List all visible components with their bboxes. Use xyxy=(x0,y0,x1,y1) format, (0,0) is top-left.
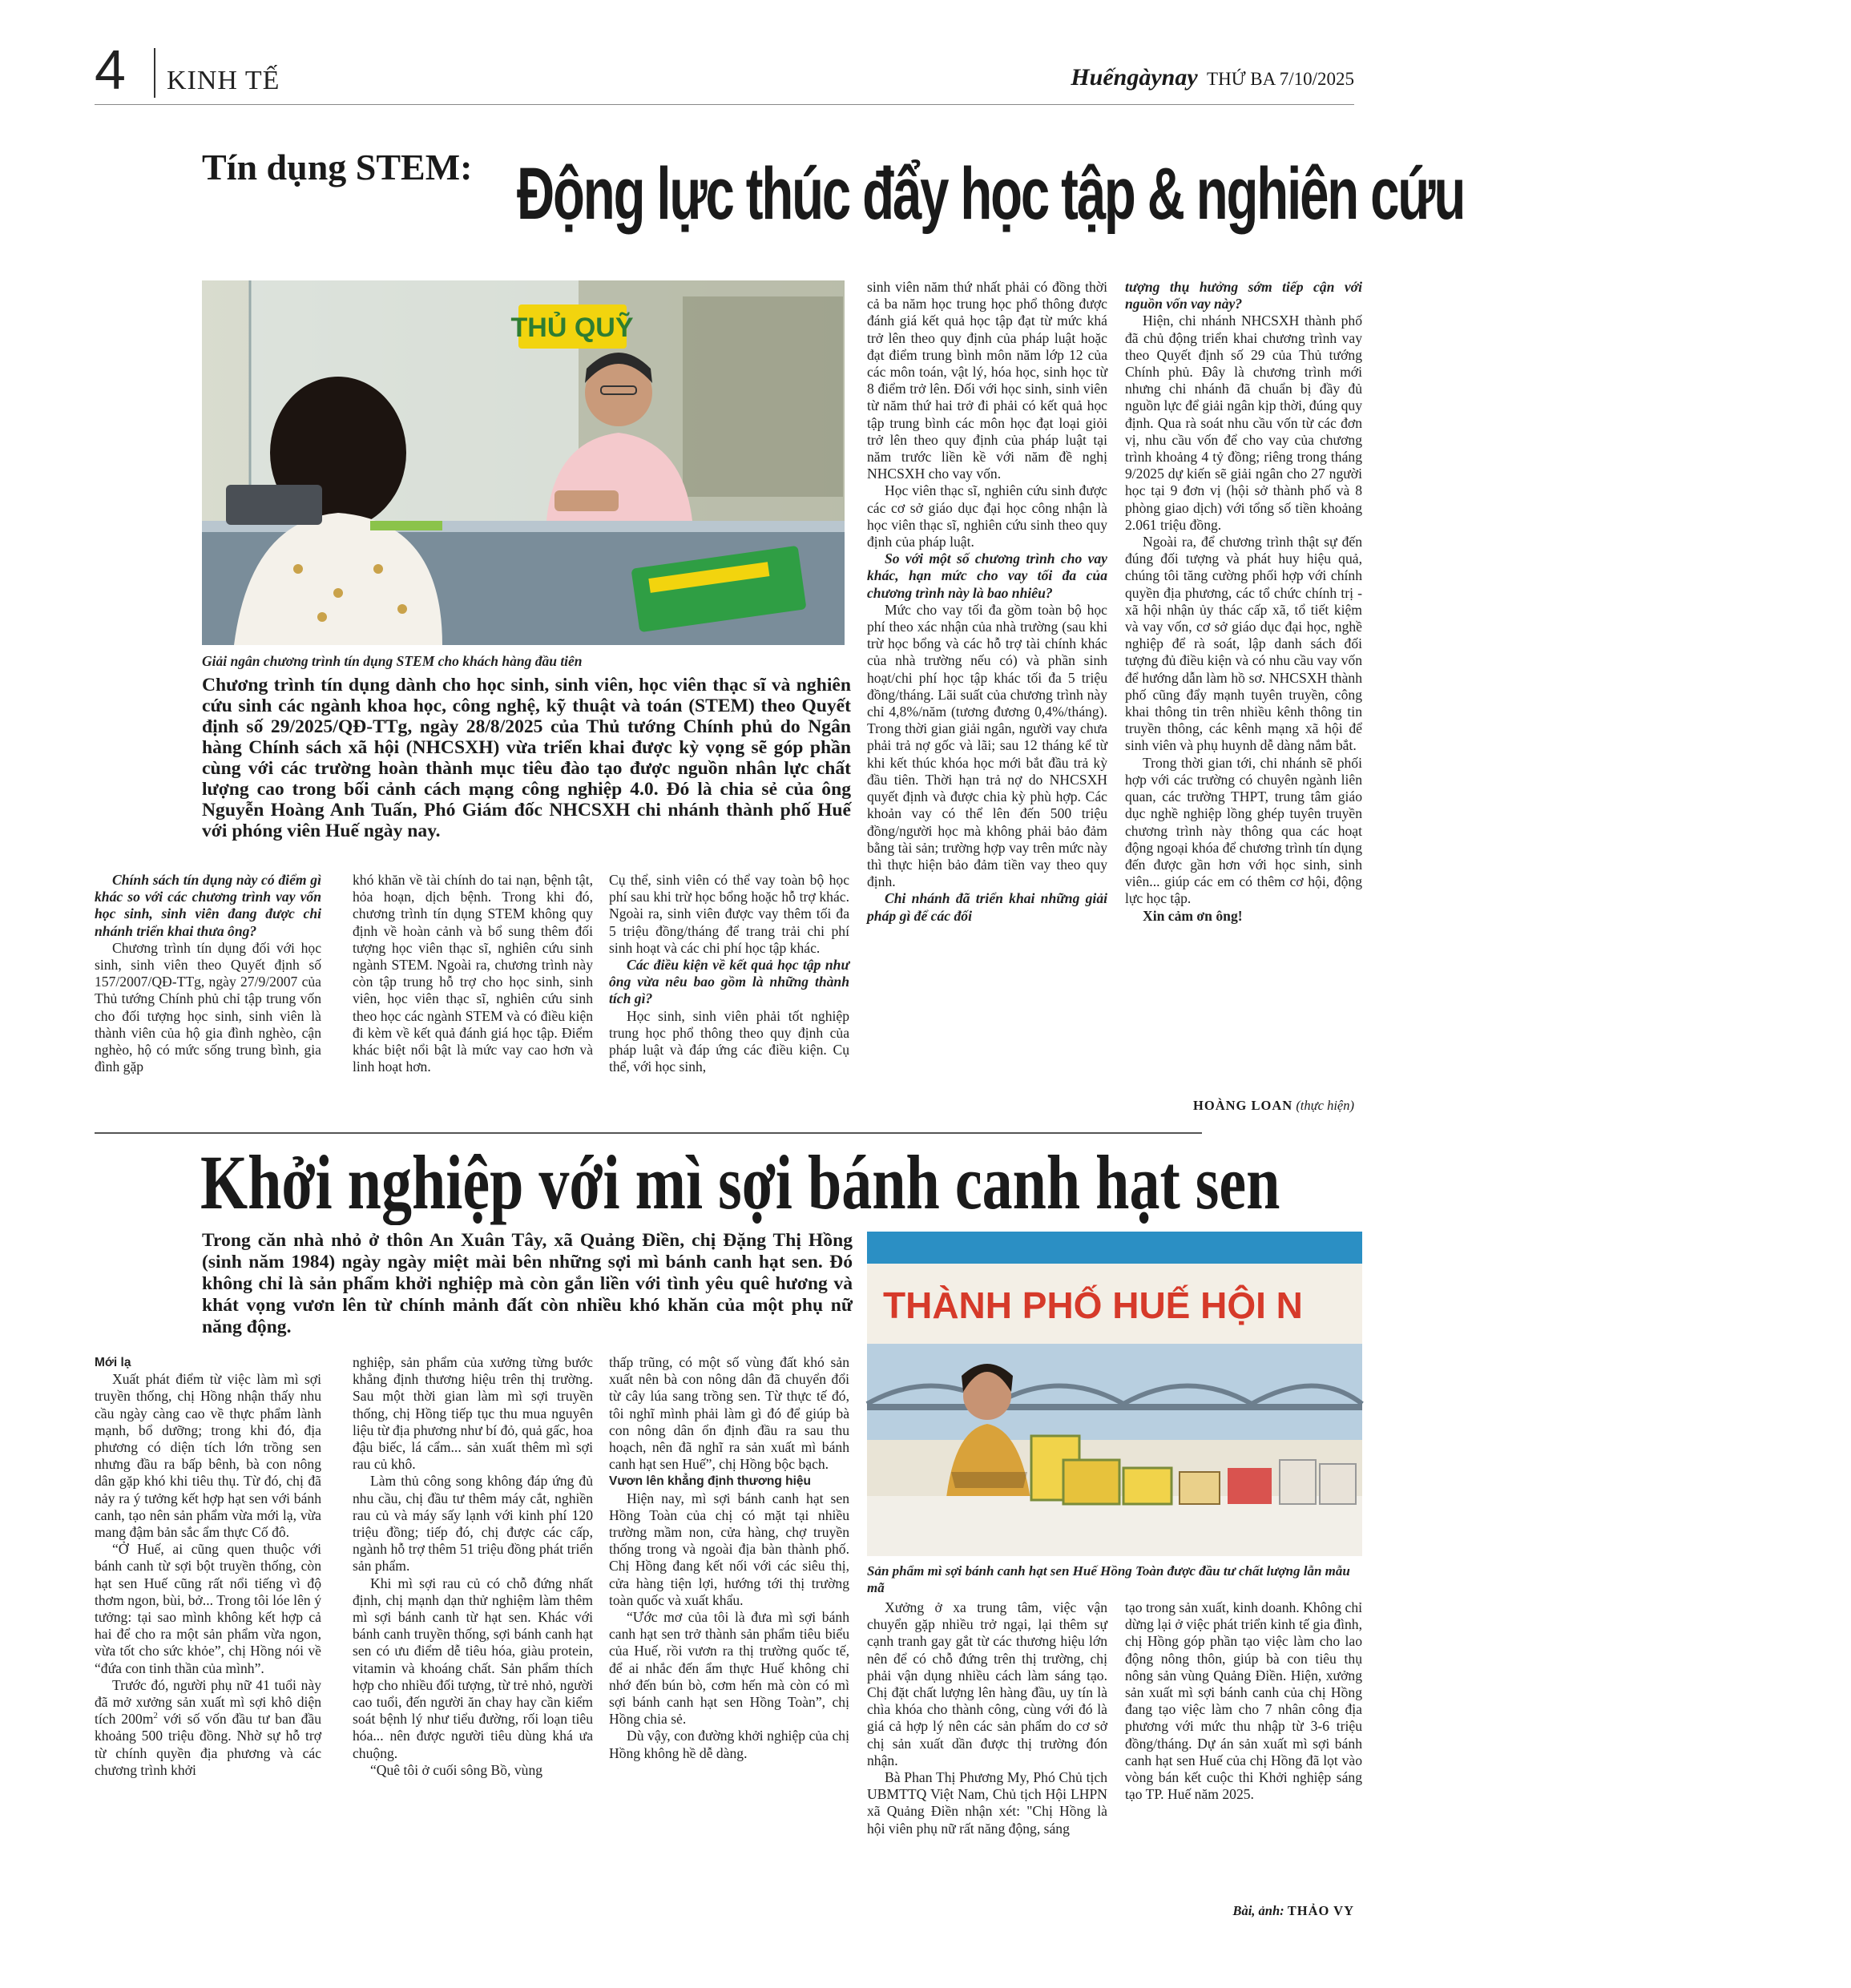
article2-title xyxy=(200,1139,1280,1231)
subheading: Mới lạ xyxy=(95,1356,131,1369)
byline-label: Bài, ảnh: xyxy=(1232,1903,1284,1918)
article1-column-4 xyxy=(867,279,1107,925)
paragraph: sinh viên năm thứ nhất phải có đồng thời cả ba năm học trung học phổ thông được đánh giá kết quả học tập đạt từ mức khá trở lên theo quy định của pháp luật hoặc đạt điểm trung bình môn năm lớp 12 của các môn toán, vật lý, hóa học, sinh học từ 8 điểm trở lên. Đối với học sinh, sinh viên từ năm thứ hai trở đi phải có kết quả học tập trung bình các môn học đạt loại giỏi trở lên theo quy định của pháp luật tại năm trước liền kề với năm đề nghị NHCSXH cho vay vốn. xyxy=(867,279,1107,482)
article1-kicker: Tín dụng STEM: xyxy=(202,147,473,188)
paragraph: Chương trình tín dụng đối với học sinh, sinh viên theo Quyết định số 157/2007/QĐ-TTg, ngày 27/9/2007 của Thủ tướng Chính phủ chỉ tập trung vốn cho đối tượng học sinh, sinh viên là thành viên của hộ gia đình nghèo, cận nghèo, hộ có mức sống trung bình, gia đình gặp xyxy=(95,939,321,1075)
paragraph: Trong thời gian tới, chi nhánh sẽ phối hợp với các trường có chuyên ngành liên quan, các trường THPT, trung tâm giáo dục nghề nghiệp lồng ghép tuyên truyền chương trình này thông qua các hoạt động ngoại khóa để chương trình tín dụng đến được gần hơn với học sinh, sinh viên... giúp các em có thêm cơ hội, động lực học tập. xyxy=(1125,754,1362,907)
paragraph: “Ước mơ của tôi là đưa mì sợi bánh canh hạt sen trở thành sản phẩm tiêu biểu của Huế, rồi vươn ra thị trường quốc tế, để ai nhắc đến ẩm thực Huế không chỉ nhớ đến bún bò, cơm hến mà còn có mì sợi bánh canh hạt sen Hồng Toàn”, chị Hồng chia sẻ. xyxy=(609,1609,849,1728)
article2-column-1 xyxy=(95,1354,321,1779)
subheading: Vươn lên khẳng định thương hiệu xyxy=(609,1474,812,1489)
paragraph: tạo trong sản xuất, kinh doanh. Không chỉ dừng lại ở việc phát triển kinh tế gia đình, chị Hồng góp phần tạo việc làm cho lao động nông thôn, giúp bà con tiêu thụ nông sản vùng Quảng Điền. Hiện, xưởng sản xuất mì sợi bánh canh của chị Hồng đang tạo việc làm cho 7 nhân công địa phương với mức thu nhập từ 3-6 triệu đồng/tháng. Dự án sản xuất mì sợi bánh canh hạt sen Huế của chị Hồng đã lọt vào vòng bán kết cuộc thi Khởi nghiệp sáng tạo TP. Huế năm 2025. xyxy=(1125,1599,1362,1803)
article2-column-5 xyxy=(1125,1599,1362,1803)
text-run: với số vốn đầu tư ban đầu khoảng 500 triệu đồng. Nhờ sự hỗ trợ từ chính quyền địa phương và các chương trình khởi xyxy=(95,1711,321,1778)
article1-photo xyxy=(202,280,845,645)
paragraph: “Ở Huế, ai cũng quen thuộc với bánh canh từ sợi bột truyền thống, còn hạt sen Huế cũng rất nổi tiếng vì độ thơm ngon, bùi, bở... Trong tôi lóe lên ý tưởng: tại sao mình không kết hợp cả hai để cho ra một sản phẩm vừa ngon, vừa tốt cho sức khỏe”, chị Hồng nói về “đứa con tinh thần của mình”. xyxy=(95,1541,321,1676)
paragraph: Cụ thể, sinh viên có thể vay toàn bộ học phí sau khi trừ học bổng hoặc hỗ trợ khác. Ngoài ra, sinh viên được vay thêm tối đa 5 triệu đồng/tháng để trang trải chi phí sinh hoạt và các chi phí học tập khác. xyxy=(609,872,849,956)
paragraph: Học sinh, sinh viên phải tốt nghiệp trung học phổ thông theo quy định của pháp luật và đáp ứng các điều kiện. Cụ thể, với học sinh, xyxy=(609,1007,849,1075)
paragraph: thấp trũng, có một số vùng đất khó sản xuất nên bà con nông dân đã chuyển đổi từ cây lúa sang trồng sen. Từ thực tế đó, tôi nghĩ mình phải làm gì đó để giúp bà con nông dân ổn định đầu ra sau thu hoạch, nên đã nghĩ ra sản xuất mì bánh canh hạt sen Huế”, chị Hồng bộc bạch. xyxy=(609,1354,849,1473)
paragraph: nghiệp, sản phẩm của xưởng từng bước khẳng định thương hiệu trên thị trường. Sau một thời gian làm mì sợi truyền thống, chị Hồng tiếp tục thu mua nguyên liệu từ địa phương như bí đỏ, quả gấc, hoa đậu biếc, lá cẩm... sản xuất thêm mì sợi rau củ khô. xyxy=(353,1354,593,1473)
text-run: Trước đó, người phụ nữ 41 tuổi này đã mở xưởng sản xuất mì sợi khô diện tích 200m xyxy=(95,1676,321,1728)
author-name: HOÀNG LOAN xyxy=(1193,1098,1293,1113)
page-number: 4 xyxy=(95,38,126,101)
interview-question: Chi nhánh đã triển khai những giải pháp gì để các đối xyxy=(867,890,1107,924)
article2-column-4 xyxy=(867,1599,1107,1837)
article-divider xyxy=(95,1132,1202,1134)
paragraph: Khi mì sợi rau củ có chỗ đứng nhất định, chị mạnh dạn thử nghiệm làm thêm mì sợi bánh canh từ hạt sen. Khác với bánh canh truyền thống, sợi bánh canh hạt sen có ưu điểm dễ tiêu hóa, giàu protein, vitamin và khoáng chất. Sản phẩm thích hợp cho nhiều đối tượng, từ trẻ nhỏ, người cao tuổi, đến người ăn chay hay cần kiểm soát bệnh lý như tiểu đường, rối loạn tiêu hóa... nên được người tiêu dùng khá ưa chuộng. xyxy=(353,1575,593,1761)
interview-question: So với một số chương trình cho vay khác, hạn mức cho vay tối đa của chương trình này là bao nhiêu? xyxy=(867,550,1107,601)
interview-question: Chính sách tín dụng này có điểm gì khác so với các chương trình vay vốn học sinh, sinh viên đang được chi nhánh triển khai thưa ông? xyxy=(95,872,321,939)
article1-title-text: Động lực thúc đẩy học tập & nghiên cứu xyxy=(517,153,1465,235)
header-separator xyxy=(154,48,155,98)
paragraph: Hiện nay, mì sợi bánh canh hạt sen Hồng Toàn của chị có mặt tại nhiều trường mầm non, cửa hàng, chợ truyền thống trong và ngoài địa bàn thành phố. Chị Hồng đang kết nối với các siêu thị, cửa hàng tiện lợi, hướng tới thị trường toàn quốc và xuất khẩu. xyxy=(609,1490,849,1608)
article2-byline xyxy=(1232,1903,1354,1919)
article2-column-2 xyxy=(353,1354,593,1779)
paragraph: Học viên thạc sĩ, nghiên cứu sinh được các cơ sở giáo dục đại học công nhận là học viên thạc sĩ, nghiên cứu sinh theo quy định của pháp luật. xyxy=(867,482,1107,550)
article1-column-2 xyxy=(353,872,593,1075)
paragraph: Xuất phát điểm từ việc làm mì sợi truyền thống, chị Hồng nhận thấy nhu cầu ngày càng cao về thực phẩm lành mạnh, bổ dưỡng; trong khi đó, địa phương có diện tích lớn trồng sen nhưng đầu ra bấp bênh, bà con nông dân gặp khó khi tiêu thụ. Từ đó, chị đã nảy ra ý tưởng kết hợp hạt sen với bánh canh, tạo nên sản phẩm vừa mới lạ, vừa mang đậm bản sắc ẩm thực Cố đô. xyxy=(95,1371,321,1541)
article1-column-5 xyxy=(1125,279,1362,925)
paragraph: Ngoài ra, để chương trình thật sự đến đúng đối tượng và phát huy hiệu quả, chúng tôi tăng cường phối hợp với chính quyền địa phương, các tổ chức chính trị - xã hội nhận ủy thác cấp xã, tổ tiết kiệm và vay vốn, cơ sở giáo dục đại học, nghề nghiệp để rà soát, lập danh sách đối tượng đủ điều kiện và có nhu cầu vay vốn để hướng dẫn làm hồ sơ. NHCSXH thành phố cũng đẩy mạnh tuyên truyền, công khai thông tin trên nhiều kênh thông tin truyền thông, các kênh mạng xã hội để sinh viên và phụ huynh dễ dàng nắm bắt. xyxy=(1125,534,1362,754)
paragraph: Dù vậy, con đường khởi nghiệp của chị Hồng không hề dễ dàng. xyxy=(609,1728,849,1761)
bank-counter-illustration xyxy=(202,280,845,645)
paper-name: Huếngàynay xyxy=(1071,64,1198,91)
paragraph: “Quê tôi ở cuối sông Bồ, vùng xyxy=(370,1761,543,1778)
issue-date: THỨ BA 7/10/2025 xyxy=(1207,69,1354,89)
paragraph: Hiện, chi nhánh NHCSXH thành phố đã chủ động triển khai chương trình vay theo Quyết định số 29 của Thủ tướng Chính phủ. Đây là chương trình mới nhưng chi nhánh đã chuẩn bị đầy đủ nguồn lực để giải ngân kịp thời, đúng quy định. Qua rà soát nhu cầu vốn từ các đơn vị, nhu cầu vốn để cho vay của chương trình khoảng 4 tỷ đồng; riêng trong tháng 9/2025 dự kiến sẽ giải ngân cho 27 người học tại 9 đơn vị (hội sở thành phố và 8 phòng giao dịch) với tổng số tiền khoảng 2.061 triệu đồng. xyxy=(1125,313,1362,533)
paragraph: Mức cho vay tối đa gồm toàn bộ học phí theo xác nhận của nhà trường (sau khi trừ học bổng và các hỗ trợ tài chính khác của nhà trường nếu có) và phần sinh hoạt/chi phí học tập khác tối đa 5 triệu đồng/tháng. Lãi suất của chương trình này chỉ 4,8%/năm (tương đương 0,4%/tháng). Trong thời gian giải ngân, người vay chưa phải trả nợ gốc và lãi; sau 12 tháng kể từ khi kết thúc khóa học mới bắt đầu trả kỳ đầu tiên. Thời hạn trả nợ do NHCSXH quyết định và được chia kỳ phù hợp. Các khoản vay có thể lên đến 500 triệu đồng/người học mà không phải bảo đảm bằng tài sản; trường hợp vay trên mức này thì thực hiện bảo đảm tiền vay theo quy định. xyxy=(867,601,1107,890)
header-line xyxy=(95,104,1354,105)
article2-lead: Trong căn nhà nhỏ ở thôn An Xuân Tây, xã Quảng Điền, chị Đặng Thị Hồng (sinh năm 1984) ngày ngày miệt mài bên những sợi mì bánh canh hạt sen. Đó không chỉ là sản phẩm khởi nghiệp mà còn gắn liền với tình yêu quê hương và khát vọng vươn lên từ chính mảnh đất còn nhiều khó khăn của một phụ nữ năng động. xyxy=(202,1230,853,1337)
author-name: THẢO VY xyxy=(1287,1903,1354,1918)
article1-photo-caption: Giải ngân chương trình tín dụng STEM cho khách hàng đầu tiên xyxy=(202,653,583,669)
article1-byline xyxy=(1193,1098,1354,1114)
section-name: KINH TẾ xyxy=(167,66,280,95)
paragraph: Xưởng ở xa trung tâm, việc vận chuyển gặp nhiều trở ngại, lại thêm sự cạnh tranh gay gắt từ các thương hiệu lớn nên để có chỗ đứng trên thị trường, chị phải vận dụng nhiều cách làm sáng tạo. Chị đặt chất lượng lên hàng đầu, uy tín là chìa khóa cho thành công, cùng với đó là giá cả hợp lý nên các sản phẩm do cơ sở chị sản xuất dần được thị trường đón nhận. xyxy=(867,1599,1107,1768)
article1-title xyxy=(517,153,1465,261)
superscript: 2 xyxy=(153,1711,158,1721)
closing-line: Xin cảm ơn ông! xyxy=(1143,907,1243,924)
article2-column-3 xyxy=(609,1354,849,1762)
paragraph: Bà Phan Thị Phương My, Phó Chủ tịch UBMTTQ Việt Nam, Chủ tịch Hội LHPN xã Quảng Điền nhận xét: "Chị Hồng là hội viên phụ nữ rất năng động, sáng xyxy=(867,1769,1107,1837)
banner-text: THÀNH PHỐ HUẾ HỘI N xyxy=(883,1284,1303,1326)
paragraph xyxy=(95,1677,321,1779)
interview-question: tượng thụ hưởng sớm tiếp cận với nguồn vốn vay này? xyxy=(1125,279,1362,313)
product-display-illustration xyxy=(867,1232,1362,1556)
interview-question: Các điều kiện về kết quả học tập như ông vừa nêu bao gồm là những thành tích gì? xyxy=(609,957,849,1007)
masthead xyxy=(1071,64,1354,91)
paragraph: Làm thủ công song không đáp ứng đủ nhu cầu, chị đầu tư thêm máy cắt, nghiền rau củ và máy sấy lạnh với kinh phí 120 triệu đồng; tiếp đó, chị được các cấp, ngành hỗ trợ thêm 51 triệu đồng phát triển sản phẩm. xyxy=(353,1473,593,1575)
article1-column-3 xyxy=(609,872,849,1075)
article2-photo xyxy=(867,1232,1362,1556)
article2-title-text: Khởi nghiệp với mì sợi bánh canh hạt sen xyxy=(200,1139,1280,1225)
article1-column-1 xyxy=(95,872,321,1075)
paragraph: khó khăn về tài chính do tai nạn, bệnh tật, hỏa hoạn, dịch bệnh. Trong khi đó, chương trình tín dụng STEM không quy định về hoàn cảnh và bổ sung thêm đối tượng học viên thạc sĩ, nghiên cứu sinh ngành STEM. Ngoài ra, chương trình này còn tập trung hỗ trợ cho học sinh, sinh viên, học viên thạc sĩ, nghiên cứu sinh theo học các ngành STEM và có điều kiện đi kèm về kết quả đánh giá học tập. Điểm khác biệt nổi bật là mức vay cao hơn và linh hoạt hơn. xyxy=(353,872,593,1075)
article1-lead: Chương trình tín dụng dành cho học sinh, sinh viên, học viên thạc sĩ và nghiên cứu sinh các ngành khoa học, công nghệ, kỹ thuật và toán (STEM) theo Quyết định số 29/2025/QĐ-TTg, ngày 28/8/2025 của Thủ tướng Chính phủ do Ngân hàng Chính sách xã hội (NHCSXH) vừa triển khai được kỳ vọng sẽ góp phần cùng với các trường hoàn thành mục tiêu đào tạo được nguồn nhân lực chất lượng cao trong bối cảnh cách mạng công nghiệp 4.0. Đó là chia sẻ của ông Nguyễn Hoàng Anh Tuấn, Phó Giám đốc NHCSXH chi nhánh thành phố Huế với phóng viên Huế ngày nay. xyxy=(202,675,851,841)
sign-text: THỦ QUỸ xyxy=(510,313,634,343)
author-note: (thực hiện) xyxy=(1296,1098,1354,1113)
article2-photo-caption: Sản phẩm mì sợi bánh canh hạt sen Huế Hồng Toàn được đầu tư chất lượng lẫn mẫu mã xyxy=(867,1563,1350,1595)
